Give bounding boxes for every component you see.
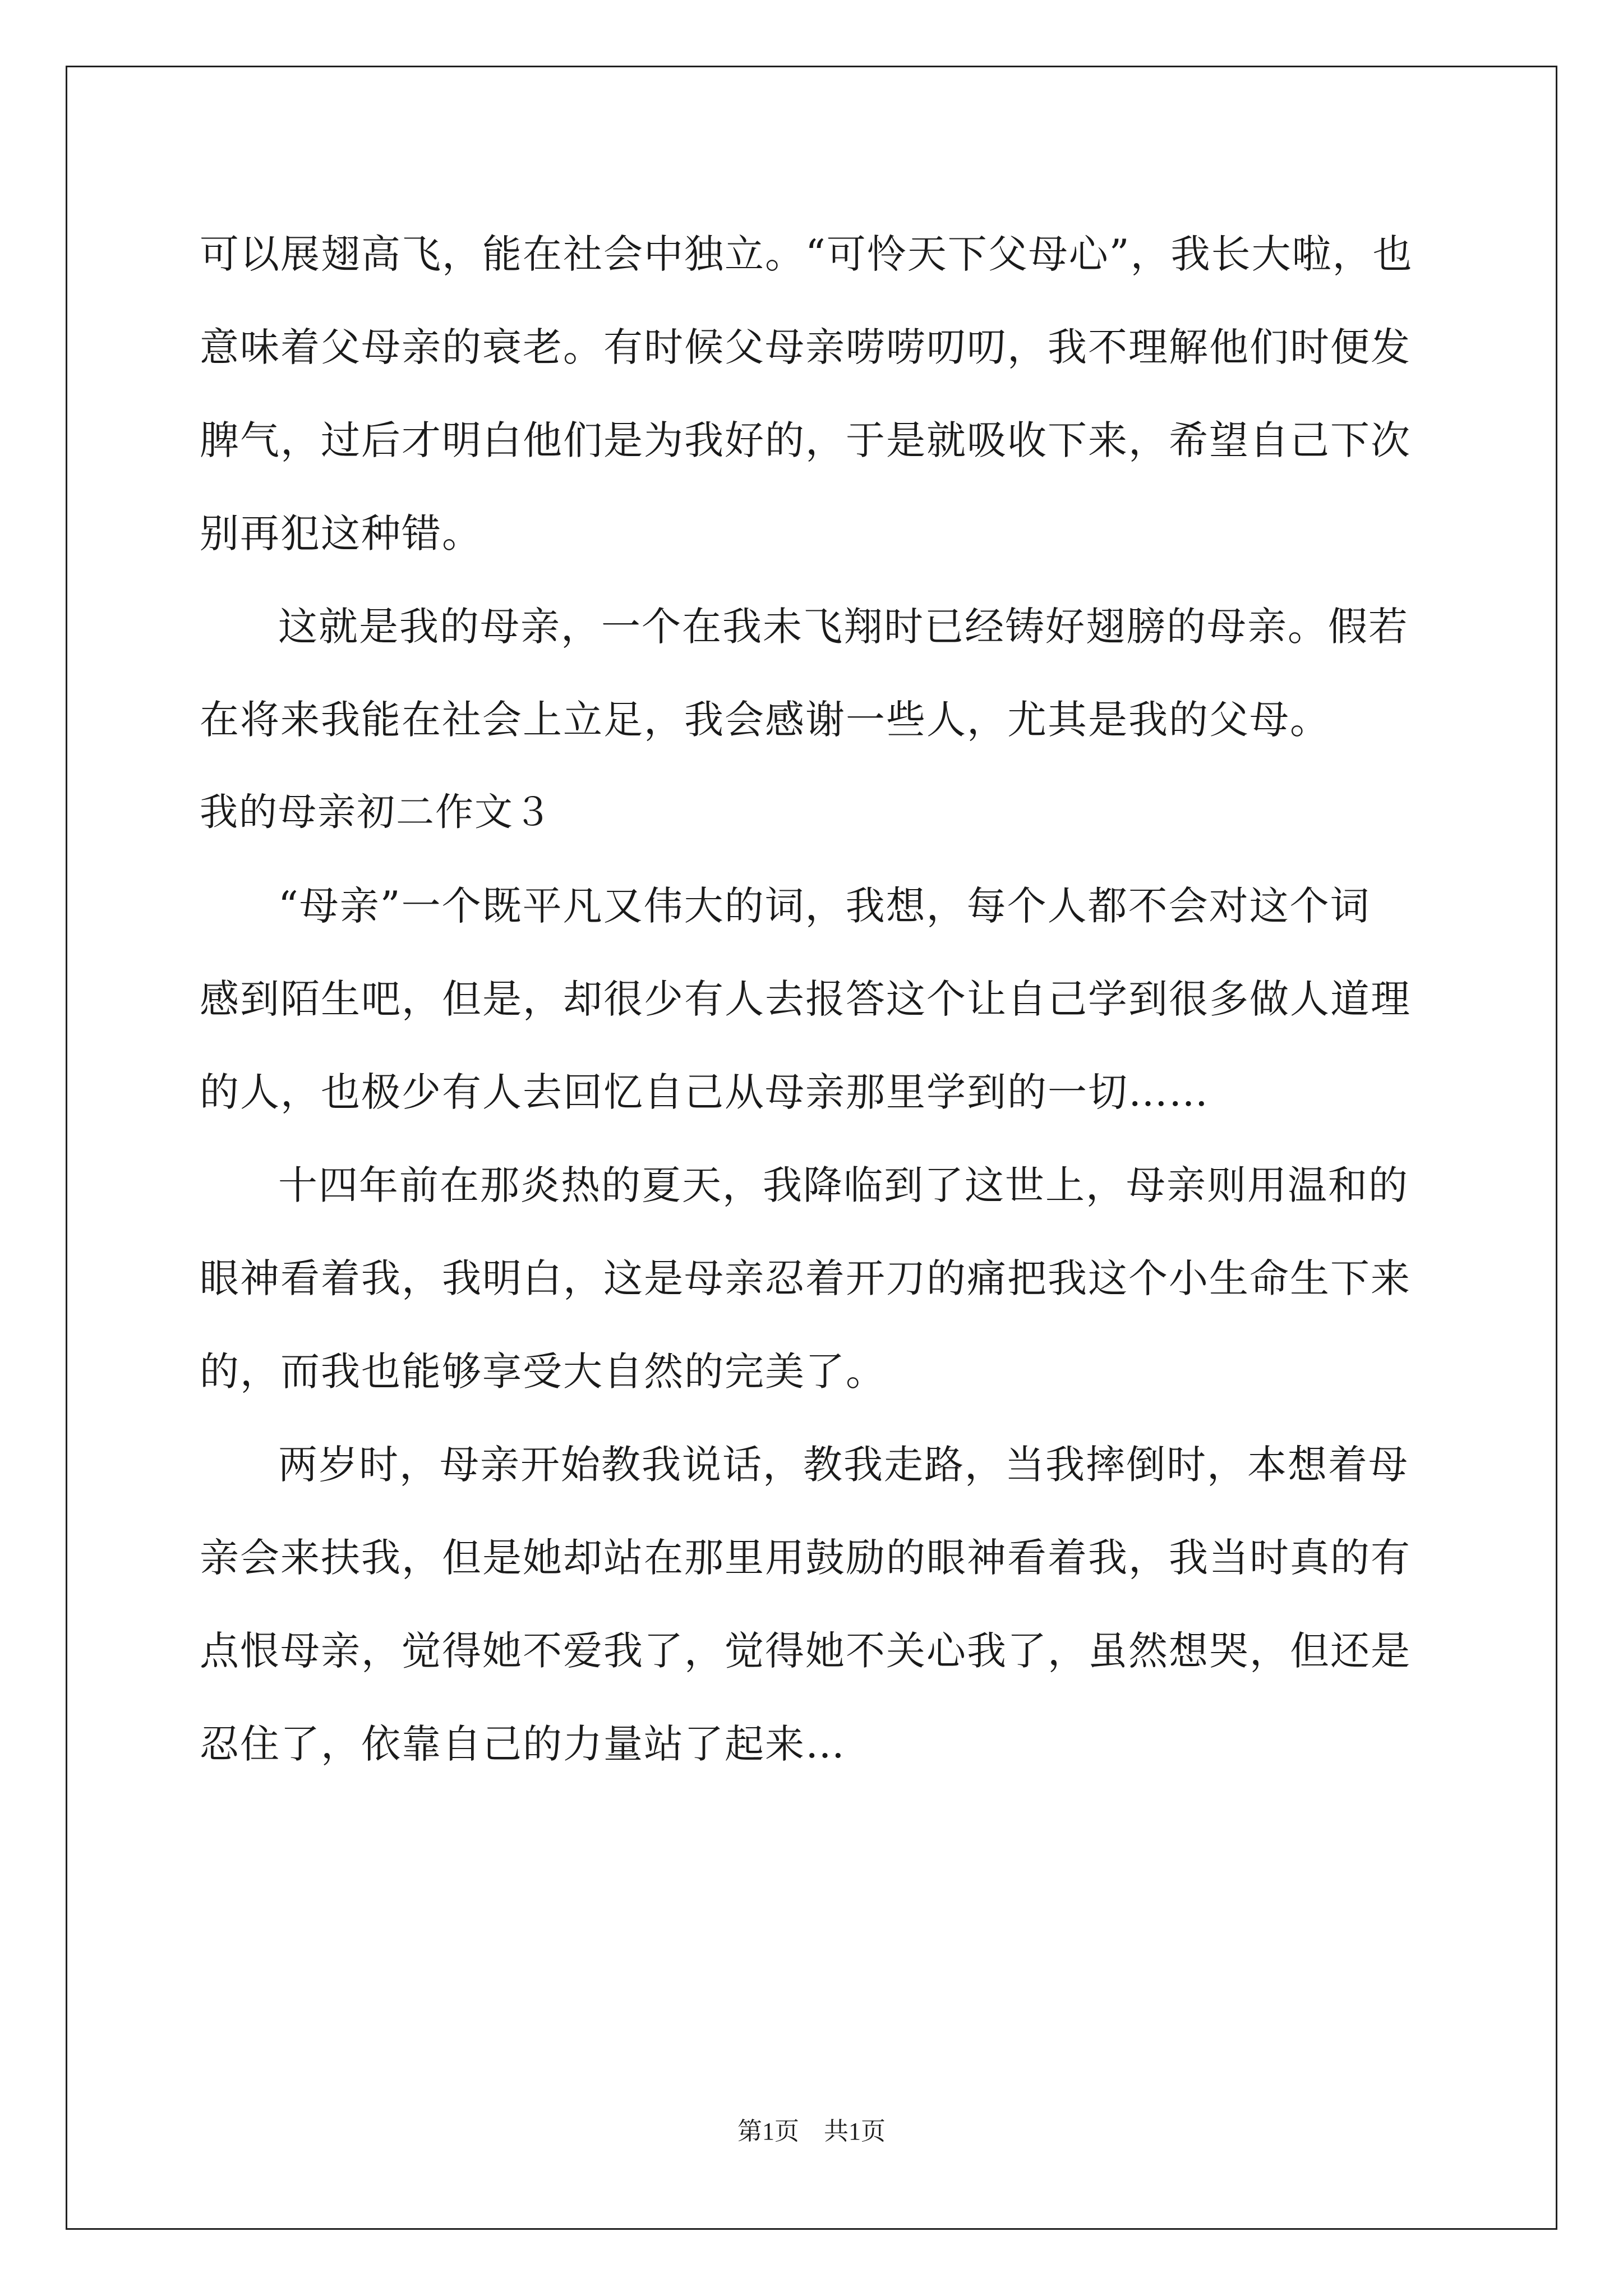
text-line: 忍住了，依靠自己的力量站了起来…: [200, 1721, 846, 1767]
text-line: 的人，也极少有人去回忆自己从母亲那里学到的一切……: [200, 1069, 1209, 1115]
document-body: [200, 208, 1423, 1791]
text-line: 意味着父母亲的衰老。有时候父母亲唠唠叨叨，我不理解他们时便发: [200, 324, 1411, 370]
paragraph-start-line: 十四年前在那炎热的夏天，我降临到了这世上，母亲则用温和的: [278, 1162, 1409, 1208]
paragraph-start-line: 两岁时，母亲开始教我说话，教我走路，当我摔倒时，本想着母: [278, 1442, 1409, 1488]
text-line: 可以展翅高飞，能在社会中独立。“可怜天下父母心”，我长大啦，也: [200, 231, 1413, 277]
text-line: 点恨母亲，觉得她不爱我了，觉得她不关心我了，虽然想哭，但还是: [200, 1628, 1411, 1674]
text-line: 感到陌生吧，但是，却很少有人去报答这个让自己学到很多做人道理: [200, 976, 1411, 1022]
paragraph-start-line: “母亲”一个既平凡又伟大的词，我想，每个人都不会对这个词: [278, 883, 1371, 929]
text-line: 别再犯这种错。: [200, 510, 482, 556]
section-heading: 我的母亲初二作文３: [200, 790, 554, 835]
text-line: 脾气，过后才明白他们是为我好的，于是就吸收下来，希望自己下次: [200, 417, 1411, 463]
text-line: 亲会来扶我，但是她却站在那里用鼓励的眼神看着我，我当时真的有: [200, 1535, 1411, 1581]
text-line: 眼神看着我，我明白，这是母亲忍着开刀的痛把我这个小生命生下来: [200, 1255, 1411, 1301]
page-footer: 第1页 共1页: [737, 2118, 886, 2145]
text-line: 的，而我也能够享受大自然的完美了。: [200, 1349, 886, 1395]
text-line: 在将来我能在社会上立足，我会感谢一些人，尤其是我的父母。: [200, 697, 1330, 743]
paragraph-start-line: 这就是我的母亲，一个在我未飞翔时已经铸好翅膀的母亲。假若: [278, 604, 1409, 650]
